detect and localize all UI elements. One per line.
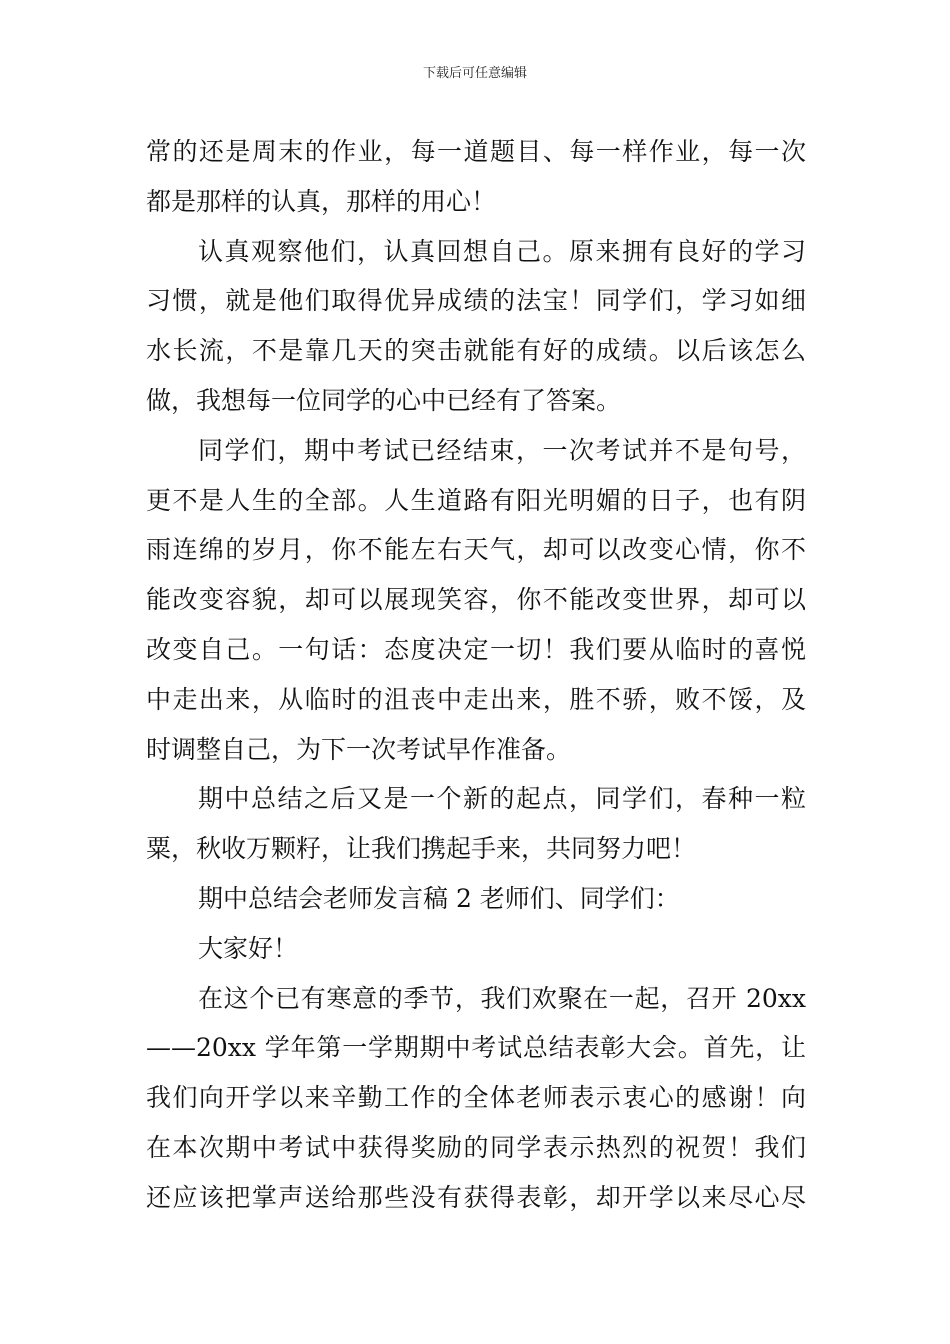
text-line: 更不是人生的全部。人生道路有阳光明媚的日子，也有阴 (146, 485, 806, 515)
text-line: 还应该把掌声送给那些没有获得表彰，却开学以来尽心尽 (146, 1182, 806, 1212)
page-header: 下载后可任意编辑 (422, 66, 527, 81)
document-body (146, 127, 806, 1223)
text-line: 都是那样的认真，那样的用心！ (146, 186, 497, 216)
text-line: 同学们，期中考试已经结束，一次考试并不是句号， (198, 435, 806, 465)
text-line: 做，我想每一位同学的心中已经有了答案。 (146, 385, 622, 415)
text-line: 水长流，不是靠几天的突击就能有好的成绩。以后该怎么 (146, 336, 806, 366)
text-line: 常的还是周末的作业，每一道题目、每一样作业，每一次 (146, 137, 806, 166)
text-line: 在本次期中考试中获得奖励的同学表示热烈的祝贺！我们 (146, 1132, 806, 1162)
text-line: 时调整自己，为下一次考试早作准备。 (146, 734, 572, 764)
text-line: 雨连绵的岁月，你不能左右天气，却可以改变心情，你不 (146, 535, 806, 565)
text-line: 中走出来，从临时的沮丧中走出来，胜不骄，败不馁，及 (146, 684, 806, 714)
text-line: 期中总结会老师发言稿 2 老师们、同学们： (198, 883, 680, 913)
text-line: 改变自己。一句话：态度决定一切！我们要从临时的喜悦 (146, 634, 806, 664)
text-line: 粟，秋收万颗籽，让我们携起手来，共同努力吧！ (146, 834, 697, 864)
text-line: 在这个已有寒意的季节，我们欢聚在一起，召开 20xx (198, 983, 806, 1013)
text-line: 习惯，就是他们取得优异成绩的法宝！同学们，学习如细 (146, 286, 806, 316)
text-line: 能改变容貌，却可以展现笑容，你不能改变世界，却可以 (146, 585, 806, 615)
text-line: 大家好！ (198, 933, 299, 963)
text-line: ——20xx 学年第一学期期中考试总结表彰大会。首先，让 (146, 1033, 806, 1063)
text-line: 期中总结之后又是一个新的起点，同学们，春种一粒 (198, 784, 806, 814)
text-line: 我们向开学以来辛勤工作的全体老师表示衷心的感谢！向 (146, 1083, 806, 1113)
text-line: 认真观察他们，认真回想自己。原来拥有良好的学习 (198, 236, 806, 266)
